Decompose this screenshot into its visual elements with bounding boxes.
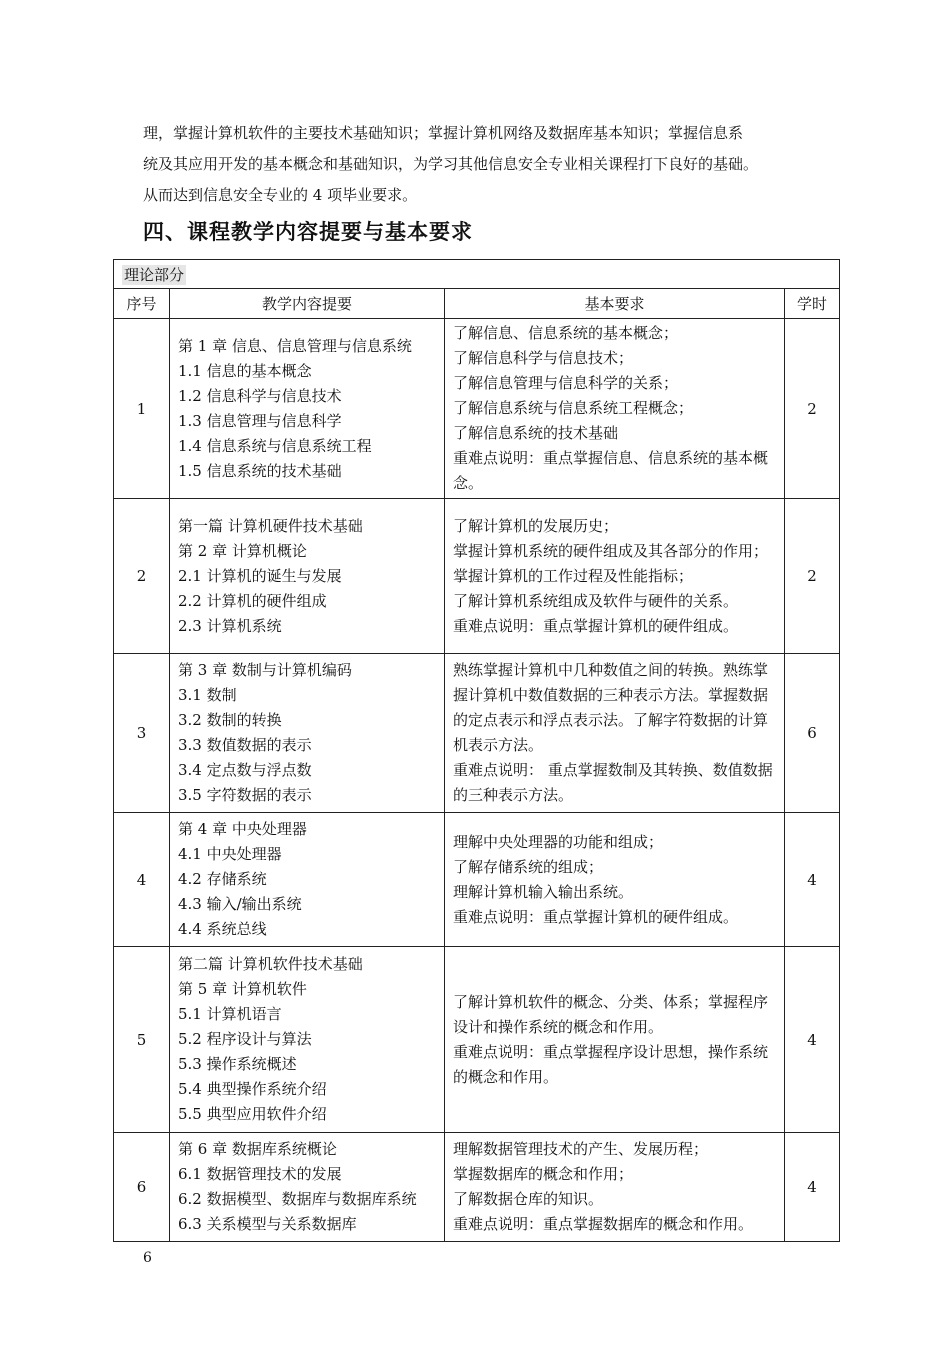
content-line: 3.4 定点数与浮点数 — [178, 761, 312, 779]
requirement-line: 了解信息管理与信息科学的关系； — [453, 374, 679, 392]
requirement-line: 掌握计算机的工作过程及性能指标； — [453, 566, 694, 585]
requirement-line: 重难点说明： 重点掌握数制及其转换、数值数据的三种表示方法。 — [453, 761, 773, 804]
content-cell — [170, 499, 445, 654]
requirement-line: 理解计算机输入输出系统。 — [453, 882, 634, 901]
section-label-cell — [114, 260, 840, 289]
requirements-cell — [445, 1133, 785, 1242]
content-line: 5.4 典型操作系统介绍 — [178, 1080, 327, 1098]
content-line: 3.3 数值数据的表示 — [178, 736, 312, 754]
content-line: 2.3 计算机系统 — [178, 616, 282, 635]
header-requirements: 基本要求 — [445, 289, 785, 319]
requirement-line: 了解数据仓库的知识。 — [453, 1190, 604, 1208]
requirements-cell — [445, 654, 785, 813]
requirement-line: 了解信息科学与信息技术； — [453, 349, 634, 367]
table-row — [114, 813, 840, 947]
row-hours: 4 — [785, 813, 840, 947]
content-line: 1.3 信息管理与信息科学 — [178, 411, 342, 430]
header-num: 序号 — [114, 289, 170, 319]
requirement-line: 了解信息系统与信息系统工程概念； — [453, 399, 694, 417]
content-line: 4.2 存储系统 — [178, 870, 267, 888]
content-line: 2.2 计算机的硬件组成 — [178, 591, 327, 610]
content-line: 3.5 字符数据的表示 — [178, 786, 312, 804]
requirement-line: 重难点说明：重点掌握计算机的硬件组成。 — [453, 907, 739, 926]
content-line: 1.5 信息系统的技术基础 — [178, 461, 342, 480]
content-line: 4.1 中央处理器 — [178, 845, 282, 863]
table-row — [114, 1133, 840, 1242]
content-line: 2.1 计算机的诞生与发展 — [178, 566, 342, 585]
row-number: 3 — [114, 654, 170, 813]
content-line: 第 2 章 计算机概论 — [178, 541, 307, 560]
content-line: 1.4 信息系统与信息系统工程 — [178, 436, 372, 455]
content-cell — [170, 1133, 445, 1242]
requirement-line: 了解计算机软件的概念、分类、体系；掌握程序设计和操作系统的概念和作用。 — [453, 992, 769, 1036]
row-number: 1 — [114, 319, 170, 499]
content-line: 5.2 程序设计与算法 — [178, 1030, 312, 1048]
content-line: 第一篇 计算机硬件技术基础 — [178, 516, 363, 535]
requirement-line: 了解计算机的发展历史； — [453, 516, 619, 535]
table-row — [114, 947, 840, 1133]
requirement-line: 了解存储系统的组成； — [453, 857, 604, 876]
intro-line: 从而达到信息安全专业的 4 项毕业要求。 — [143, 186, 418, 204]
requirement-line: 了解信息、信息系统的基本概念； — [453, 324, 679, 342]
content-line: 3.2 数制的转换 — [178, 711, 282, 729]
content-cell — [170, 654, 445, 813]
header-row — [114, 289, 840, 319]
requirement-line: 重难点说明：重点掌握程序设计思想，操作系统的概念和作用。 — [453, 1042, 769, 1086]
content-cell — [170, 813, 445, 947]
row-number: 2 — [114, 499, 170, 654]
requirement-line: 掌握计算机系统的硬件组成及其各部分的作用； — [453, 541, 769, 560]
requirement-line: 理解数据管理技术的产生、发展历程； — [453, 1140, 709, 1158]
table-row — [114, 654, 840, 813]
header-hours: 学时 — [785, 289, 840, 319]
row-number: 6 — [114, 1133, 170, 1242]
table-row — [114, 499, 840, 654]
content-line: 5.5 典型应用软件介绍 — [178, 1105, 327, 1123]
requirement-line: 重难点说明：重点掌握计算机的硬件组成。 — [453, 616, 739, 635]
content-line: 3.1 数制 — [178, 686, 237, 704]
intro-line: 理，掌握计算机软件的主要技术基础知识；掌握计算机网络及数据库基本知识；掌握信息系 — [143, 124, 744, 142]
requirement-line: 了解计算机系统组成及软件与硬件的关系。 — [453, 591, 739, 610]
requirement-line: 理解中央处理器的功能和组成； — [453, 832, 664, 851]
row-hours: 6 — [785, 654, 840, 813]
content-line: 1.2 信息科学与信息技术 — [178, 386, 342, 405]
row-hours: 2 — [785, 499, 840, 654]
content-line: 6.1 数据管理技术的发展 — [178, 1165, 342, 1183]
intro-paragraph — [143, 118, 843, 211]
section-label-row — [114, 260, 840, 289]
requirements-cell — [445, 813, 785, 947]
content-line: 6.3 关系模型与关系数据库 — [178, 1215, 357, 1233]
content-line: 6.2 数据模型、数据库与数据库系统 — [178, 1190, 417, 1208]
page-number: 6 — [143, 1250, 152, 1266]
table-row — [114, 319, 840, 499]
requirement-line: 了解信息系统的技术基础 — [453, 424, 619, 442]
content-line: 第 4 章 中央处理器 — [178, 820, 307, 838]
requirements-cell — [445, 319, 785, 499]
row-hours: 4 — [785, 947, 840, 1133]
intro-line: 统及其应用开发的基本概念和基础知识，为学习其他信息安全专业相关课程打下良好的基础。 — [143, 155, 759, 173]
requirement-line: 掌握数据库的概念和作用； — [453, 1165, 634, 1183]
requirements-cell — [445, 947, 785, 1133]
row-number: 4 — [114, 813, 170, 947]
requirement-line: 重难点说明：重点掌握信息、信息系统的基本概念。 — [453, 449, 769, 492]
content-line: 5.3 操作系统概述 — [178, 1055, 297, 1073]
content-cell — [170, 947, 445, 1133]
content-line: 第 1 章 信息、信息管理与信息系统 — [178, 336, 412, 355]
row-hours: 2 — [785, 319, 840, 499]
content-line: 第 3 章 数制与计算机编码 — [178, 661, 352, 679]
content-line: 第 6 章 数据库系统概论 — [178, 1140, 337, 1158]
course-content-table — [113, 259, 840, 1242]
content-line: 4.4 系统总线 — [178, 920, 267, 938]
content-line: 1.1 信息的基本概念 — [178, 361, 312, 380]
content-cell — [170, 319, 445, 499]
requirement-line: 重难点说明：重点掌握数据库的概念和作用。 — [453, 1215, 754, 1233]
content-line: 第 5 章 计算机软件 — [178, 980, 307, 998]
row-number: 5 — [114, 947, 170, 1133]
section-heading: 四、课程教学内容提要与基本要求 — [143, 219, 473, 244]
requirements-cell — [445, 499, 785, 654]
requirement-line: 熟练掌握计算机中几种数值之间的转换。熟练掌握计算机中数值数据的三种表示方法。掌握数据的定点表示和浮点表示法。了解字符数据的计算机表示方法。 — [453, 661, 769, 754]
section-label: 理论部分 — [124, 265, 185, 284]
content-line: 5.1 计算机语言 — [178, 1005, 282, 1023]
header-content: 教学内容提要 — [170, 289, 445, 319]
row-hours: 4 — [785, 1133, 840, 1242]
content-line: 4.3 输入/输出系统 — [178, 895, 302, 913]
content-line: 第二篇 计算机软件技术基础 — [178, 955, 363, 973]
